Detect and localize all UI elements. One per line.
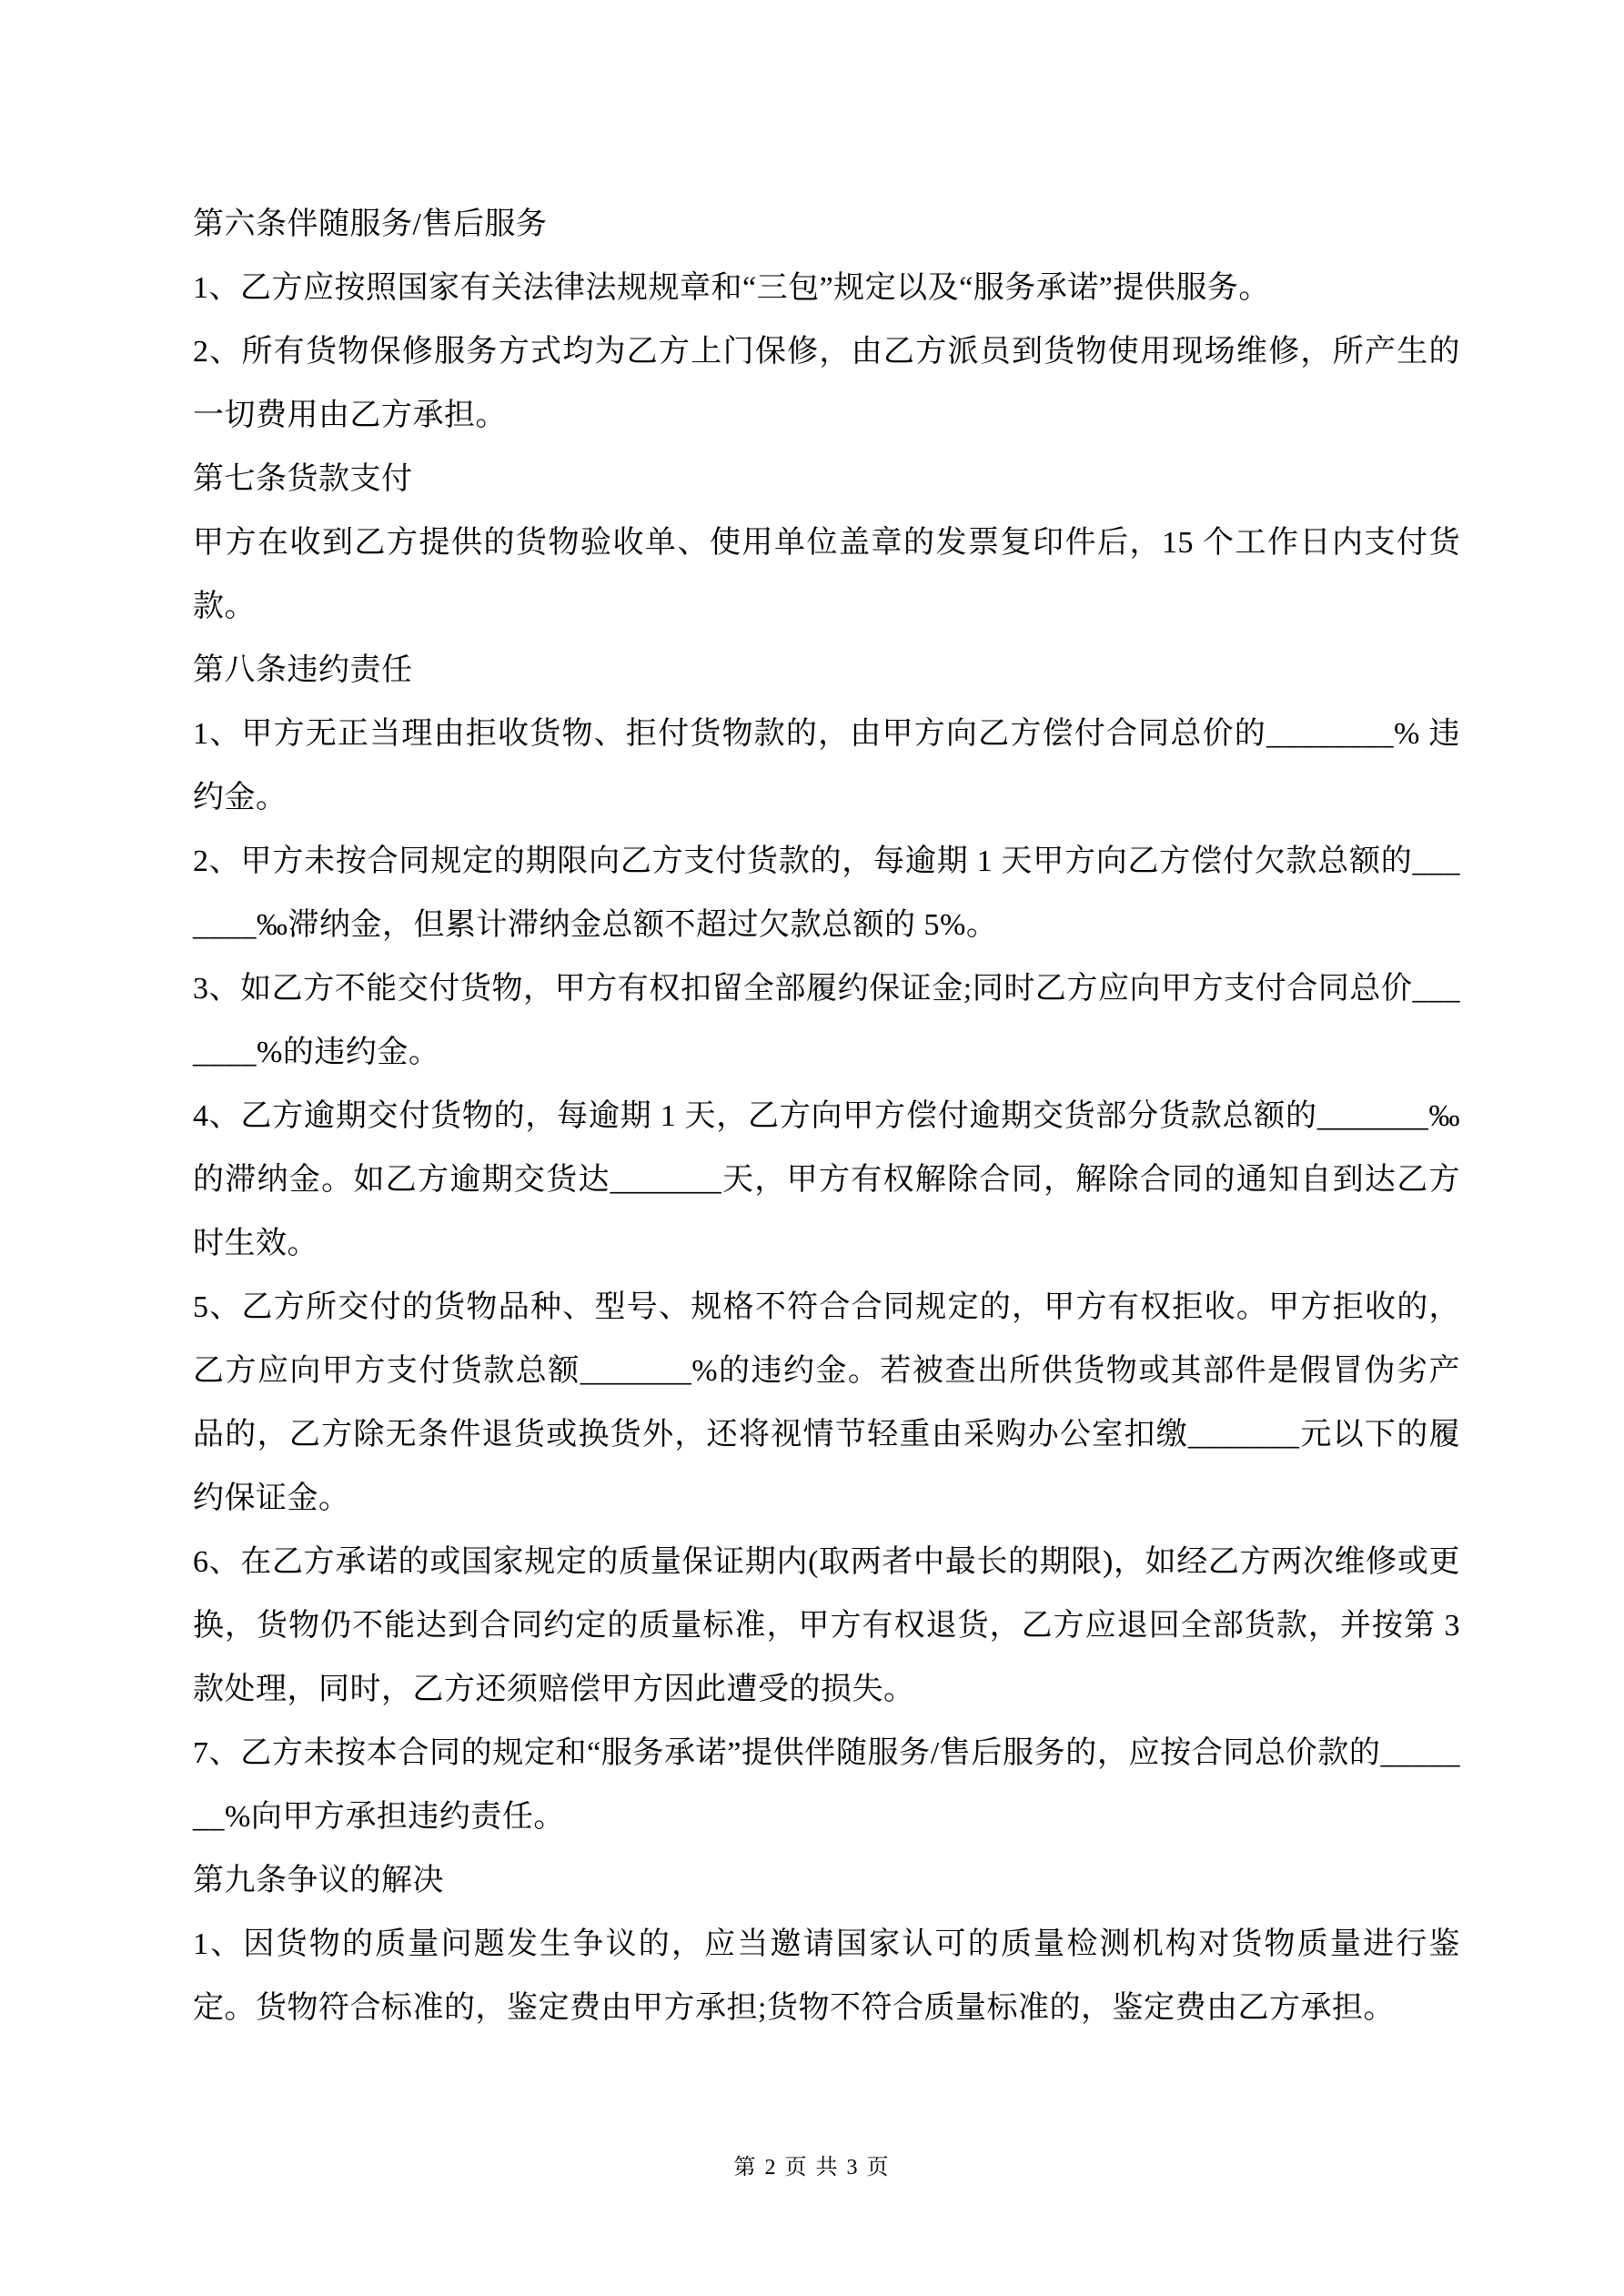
contract-body: [193, 193, 1460, 2040]
contract-paragraph: 1、因货物的质量问题发生争议的，应当邀请国家认可的质量检测机构对货物质量进行鉴定。货物符合标准的，鉴定费由甲方承担;货物不符合质量标准的，鉴定费由乙方承担。: [193, 1927, 1460, 2025]
contract-paragraph: 4、乙方逾期交付货物的，每逾期 1 天，乙方向甲方偿付逾期交货部分货款总额的_______‰的滞纳金。如乙方逾期交货达_______天，甲方有权解除合同，解除合同的通知自到达乙方时生效。: [193, 1099, 1460, 1260]
contract-paragraph: 1、乙方应按照国家有关法律法规规章和“三包”规定以及“服务承诺”提供服务。: [193, 271, 1270, 305]
section-heading: 第九条争议的解决: [193, 1864, 444, 1897]
contract-paragraph: 7、乙方未按本合同的规定和“服务承诺”提供伴随服务/售后服务的，应按合同总价款的_______%向甲方承担违约责任。: [193, 1736, 1460, 1834]
page-footer: [0, 2155, 1624, 2180]
section-heading: 第六条伴随服务/售后服务: [193, 207, 548, 241]
section-heading: 第七条货款支付: [193, 462, 413, 496]
contract-paragraph: 2、甲方未按合同规定的期限向乙方支付货款的，每逾期 1 天甲方向乙方偿付欠款总额的_______‰滞纳金，但累计滞纳金总额不超过欠款总额的 5%。: [193, 845, 1460, 942]
contract-paragraph: 1、甲方无正当理由拒收货物、拒付货物款的，由甲方向乙方偿付合同总价的________% 违约金。: [193, 717, 1460, 814]
contract-paragraph: 3、如乙方不能交付货物，甲方有权扣留全部履约保证金;同时乙方应向甲方支付合同总价_______%的违约金。: [193, 972, 1460, 1069]
contract-paragraph: 5、乙方所交付的货物品种、型号、规格不符合合同规定的，甲方有权拒收。甲方拒收的，乙方应向甲方支付货款总额_______%的违约金。若被查出所供货物或其部件是假冒伪劣产品的，乙方除无条件退货或换货外，还将视情节轻重由采购办公室扣缴_______元以下的履约保证金。: [193, 1290, 1460, 1515]
page-number-label: 第 2 页 共 3 页: [733, 2156, 891, 2180]
contract-paragraph: 2、所有货物保修服务方式均为乙方上门保修，由乙方派员到货物使用现场维修，所产生的一切费用由乙方承担。: [193, 335, 1460, 432]
section-heading: 第八条违约责任: [193, 653, 413, 687]
contract-paragraph: 6、在乙方承诺的或国家规定的质量保证期内(取两者中最长的期限)，如经乙方两次维修或更换，货物仍不能达到合同约定的质量标准，甲方有权退货，乙方应退回全部货款，并按第 3 款处理，同时，乙方还须赔偿甲方因此遭受的损失。: [193, 1545, 1460, 1706]
contract-paragraph: 甲方在收到乙方提供的货物验收单、使用单位盖章的发票复印件后，15 个工作日内支付货款。: [193, 526, 1460, 623]
